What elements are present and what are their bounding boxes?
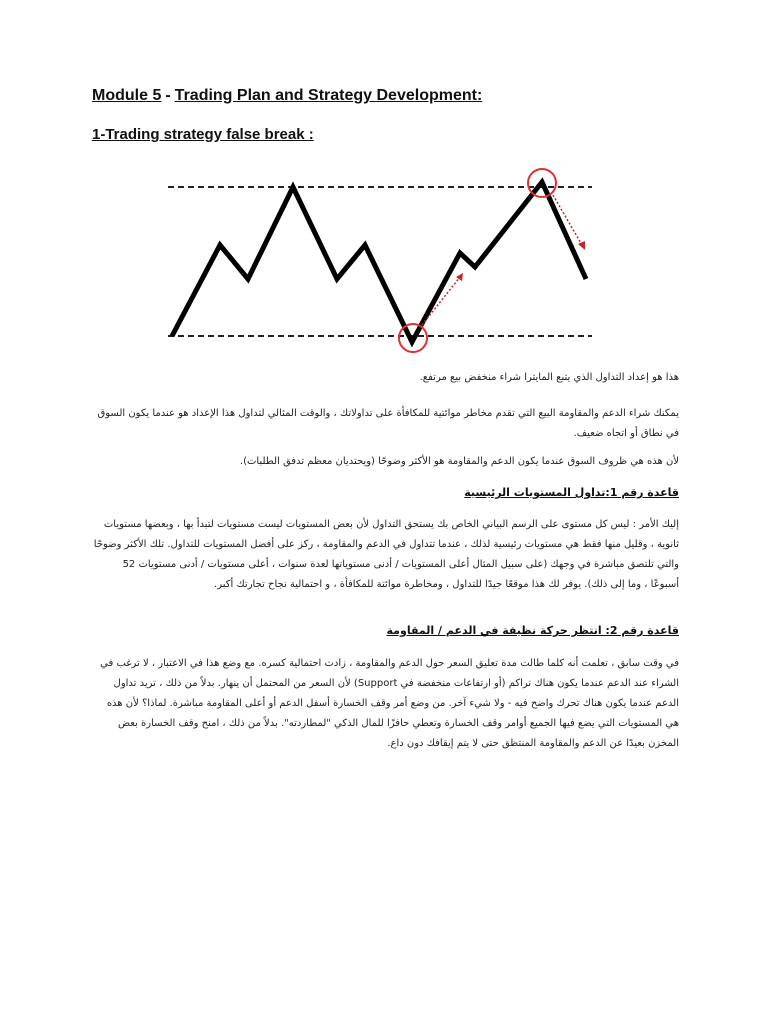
down-arrow-head — [578, 241, 585, 250]
setup-paragraph — [92, 404, 679, 444]
rule2-body — [92, 654, 679, 754]
rule1-heading: قاعدة رقم 1:تداول المستويات الرئيسية — [464, 486, 679, 499]
price-zigzag — [172, 182, 586, 342]
intro-paragraph — [355, 368, 679, 388]
module-label: Module 5 — [92, 87, 162, 104]
rule2-heading: قاعدة رقم 2: انتظر حركة نظيفة في الدعم / المقاومة — [386, 624, 679, 637]
rule1-text: إليك الأمر : ليس كل مستوى على الرسم البياني الخاص بك يستحق التداول لأن بعض المستويات ليست مستويات لتبدأ بها ، وبعضها مستويات ثانوية ، وقليل منها فقط هي مستويات رئيسية لذلك ، عندما تتداول في الدعم والمقاومة ، ركز على أفضل المستويات للتداول. تلك الأكثر وضوحًا والتي تلتصق مباشرة في وجهك (على سبيل المثال أعلى المستويات / أدنى مستوياتها لعدة سنوات ، أعلى مستويات / أدنى مستويات 52 أسبوعًا ، وما إلى ذلك). يوفر لك هذا موقعًا جيدًا للتداول ، ومخاطرة موائتة للمكافأة ، و احتمالية نجاح تجارتك أكبر. — [93, 519, 679, 590]
rule1-body — [92, 515, 679, 595]
market-conditions-text: لأن هذه هي ظروف السوق عندما يكون الدعم والمقاومة هو الأكثر وضوحًا (ويحتديان معظم تدفق الطلبات). — [239, 456, 679, 467]
intro-text: هذا هو إعداد التداول الذي يتبع المايترا شراء منخفض بيع مرتفع. — [419, 372, 679, 383]
rule2-text: في وقت سابق ، تعلمت أنه كلما طالت مدة تعليق السعر حول الدعم والمقاومة ، زادت احتمالية كسره. مع وضع هذا في الاعتبار ، لا ترغب في الشراء عند الدعم عندما يكون هناك تراكم (أو ارتفاعات منخفضة في Support) لأن السعر من المحتمل أن ينهار. بدلاً من ذلك ، تريد تداول الدعم عندما يكون هناك تحرك واضح فيه - ولا شيء آخر. من وضع أمر وقف الخسارة أسفل الدعم أو أعلى المقاومة مباشرة. لماذا؟ لأن هذه هي المستويات التي يضع فيها الجميع أوامر وقف الخسارة وتعطي حافزًا للمال الذكي "لمطاردته". بدلاً من ذلك ، امنح وقف الخسارة بعض المخزن بعيدًا عن الدعم والمقاومة المنتظق حتى لا يتم إيقافك دون داع. — [100, 658, 679, 749]
strategy-subheading: 1-Trading strategy false break : — [92, 126, 314, 143]
setup-text: يمكنك شراء الدعم والمقاومة البيع التي تقدم مخاطر موائتية للمكافأة على تداولاتك ، والوقت المثالي لتداول هذا الإعداد هو عندما يكون السوق في نطاق أو اتجاه ضعيف. — [97, 408, 679, 439]
module-heading — [92, 87, 482, 105]
market-conditions-paragraph — [92, 452, 679, 472]
false-break-diagram — [160, 165, 600, 355]
heading-dash: - — [165, 87, 171, 104]
module-title: Trading Plan and Strategy Development: — [174, 87, 483, 104]
